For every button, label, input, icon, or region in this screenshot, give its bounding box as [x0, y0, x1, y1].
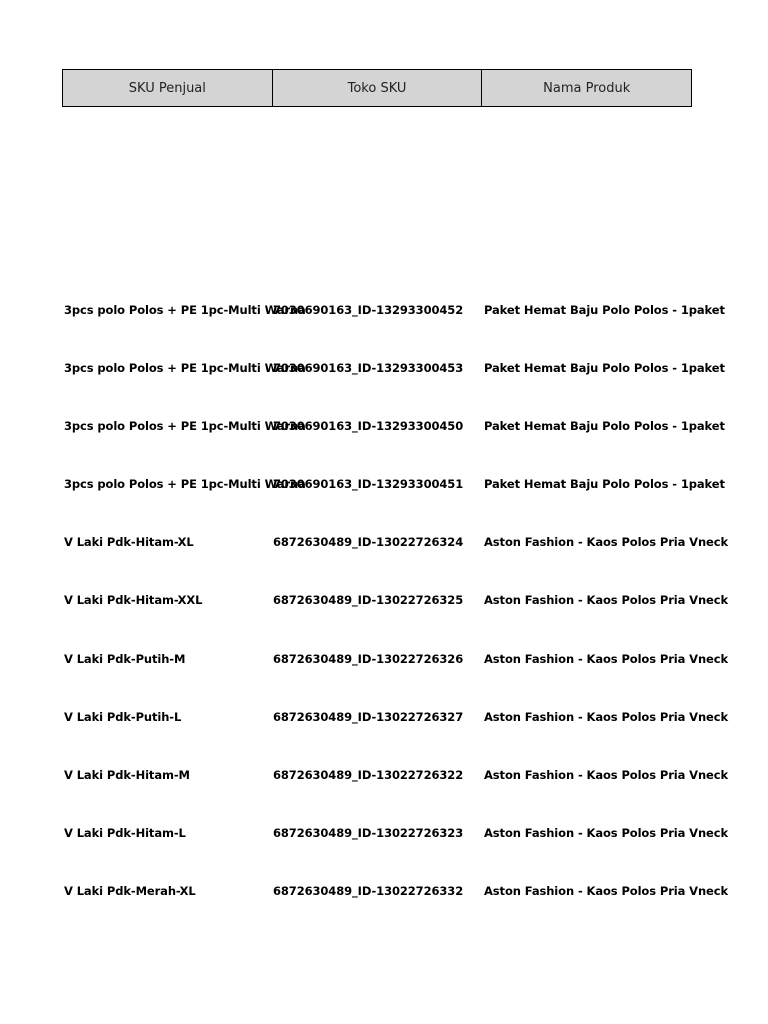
- toko-sku-cell: 6872630489_ID-13022726326: [273, 651, 464, 666]
- toko-sku-cell: 7030690163_ID-13293300450: [273, 419, 464, 434]
- toko-sku-cell: 7030690163_ID-13293300451: [273, 477, 464, 492]
- table-row: [64, 358, 725, 416]
- header-nama-produk: Nama Produk: [543, 80, 631, 96]
- sku-penjual-cell: 3pcs polo Polos + PE 1pc-Multi Warna: [64, 477, 306, 492]
- sku-penjual-cell: 3pcs polo Polos + PE 1pc-Multi Warna: [64, 361, 306, 376]
- table-row: [64, 300, 725, 358]
- sku-penjual-cell: V Laki Pdk-Hitam-XXL: [64, 593, 203, 608]
- nama-produk-cell: Paket Hemat Baju Polo Polos - 1paket: [484, 419, 725, 434]
- nama-produk-cell: Paket Hemat Baju Polo Polos - 1paket: [484, 477, 725, 492]
- nama-produk-cell: Aston Fashion - Kaos Polos Pria Vneck: [484, 767, 729, 782]
- nama-produk-cell: Aston Fashion - Kaos Polos Pria Vneck: [484, 883, 729, 898]
- table-body: [64, 300, 729, 939]
- nama-produk-cell: Aston Fashion - Kaos Polos Pria Vneck: [484, 709, 729, 724]
- table-row: [64, 823, 729, 881]
- nama-produk-cell: Paket Hemat Baju Polo Polos - 1paket: [484, 361, 725, 376]
- sku-penjual-cell: V Laki Pdk-Hitam-L: [64, 825, 186, 840]
- table-row: [64, 416, 725, 474]
- nama-produk-cell: Paket Hemat Baju Polo Polos - 1paket: [484, 303, 725, 317]
- sku-penjual-cell: 3pcs polo Polos + PE 1pc-Multi Warna: [64, 419, 306, 434]
- toko-sku-cell: 6872630489_ID-13022726325: [273, 593, 464, 608]
- sku-penjual-cell: V Laki Pdk-Merah-XL: [64, 883, 196, 898]
- table-row: [64, 707, 729, 765]
- toko-sku-cell: 7030690163_ID-13293300453: [273, 361, 464, 376]
- toko-sku-cell: 6872630489_ID-13022726332: [273, 883, 464, 898]
- sku-penjual-cell: V Laki Pdk-Hitam-XL: [64, 535, 194, 550]
- table-row: [64, 765, 729, 823]
- toko-sku-cell: 6872630489_ID-13022726322: [273, 767, 464, 782]
- table-header-row: [62, 69, 692, 107]
- toko-sku-cell: 6872630489_ID-13022726323: [273, 825, 464, 840]
- table-row: [64, 881, 729, 939]
- header-sku-penjual: SKU Penjual: [63, 70, 273, 106]
- sku-penjual-cell: V Laki Pdk-Hitam-M: [64, 767, 190, 782]
- sku-penjual-cell: V Laki Pdk-Putih-M: [64, 651, 186, 666]
- sku-penjual-cell: V Laki Pdk-Putih-L: [64, 709, 182, 724]
- nama-produk-cell: Aston Fashion - Kaos Polos Pria Vneck: [484, 651, 729, 666]
- toko-sku-cell: 6872630489_ID-13022726327: [273, 709, 464, 724]
- table-row: [64, 532, 729, 590]
- nama-produk-cell: Aston Fashion - Kaos Polos Pria Vneck: [484, 825, 729, 840]
- table-row: [64, 590, 729, 648]
- toko-sku-cell: 6872630489_ID-13022726324: [273, 535, 464, 550]
- nama-produk-cell: Aston Fashion - Kaos Polos Pria Vneck: [484, 535, 729, 550]
- table-row: [64, 649, 729, 707]
- toko-sku-cell: 7030690163_ID-13293300452: [273, 303, 464, 317]
- header-toko-sku: Toko SKU: [273, 70, 483, 106]
- table-row: [64, 474, 725, 532]
- sku-penjual-cell: 3pcs polo Polos + PE 1pc-Multi Warna: [64, 303, 306, 317]
- nama-produk-cell: Aston Fashion - Kaos Polos Pria Vneck: [484, 593, 729, 608]
